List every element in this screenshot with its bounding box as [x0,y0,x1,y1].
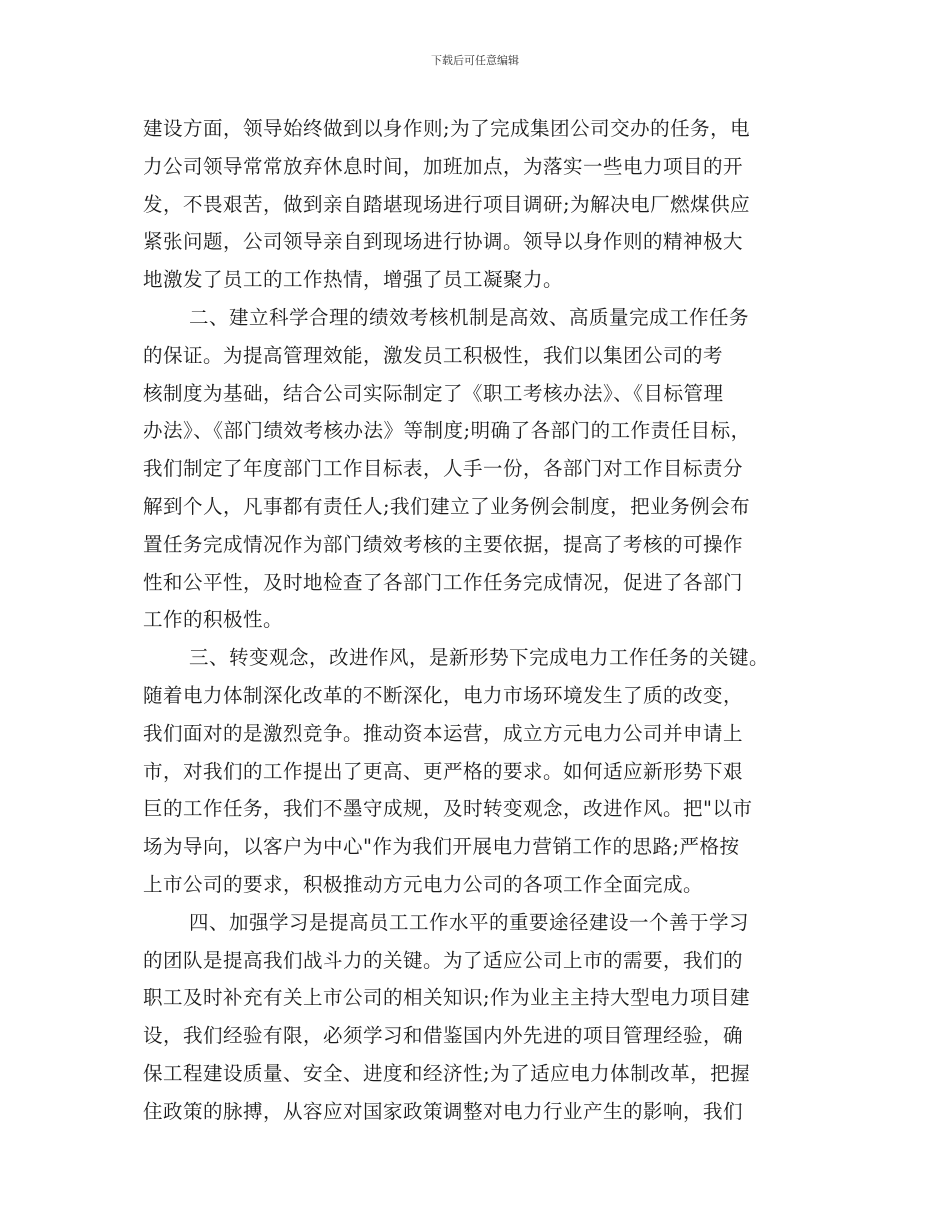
document-body [143,110,818,1131]
text-line: 保工程建设质量、安全、进度和经济性;为了适应电力体制改革，把握 [143,1061,751,1085]
paragraph-start-line: 四、加强学习是提高员工工作水平的重要途径建设一个善于学习 [189,910,750,934]
text-line: 的保证。为提高管理效能，激发员工积极性，我们以集团公司的考 [143,343,724,367]
text-line: 上市公司的要求，积极推动方元电力公司的各项工作全面完成。 [143,872,704,896]
text-line: 发，不畏艰苦，做到亲自踏堪现场进行项目调研;为解决电厂燃煤供应 [143,192,751,216]
text-line: 市，对我们的工作提出了更高、更严格的要求。如何适应新形势下艰 [143,759,744,783]
text-line: 我们面对的是激烈竞争。推动资本运营，成立方元电力公司并申请上 [143,721,744,745]
text-line: 巨的工作任务，我们不墨守成规，及时转变观念，改进作风。把"以市 [143,797,753,821]
text-line: 解到个人，凡事都有责任人;我们建立了业务例会制度，把业务例会布 [143,494,751,518]
text-line: 场为导向，以客户为中心"作为我们开展电力营销工作的思路;严格按 [143,835,740,859]
text-line: 核制度为基础，结合公司实际制定了《职工考核办法》、《目标管理 [143,381,724,405]
text-line: 职工及时补充有关上市公司的相关知识;作为业主主持大型电力项目建 [143,986,751,1010]
text-line: 地激发了员工的工作热情，增强了员工凝聚力。 [143,268,564,292]
text-line: 工作的积极性。 [143,608,284,632]
text-line: 我们制定了年度部门工作目标表，人手一份，各部门对工作目标责分 [143,457,744,481]
text-line: 建设方面，领导始终做到以身作则;为了完成集团公司交办的任务，电 [143,117,751,140]
paragraph-start-line: 二、建立科学合理的绩效考核机制是高效、高质量完成工作任务 [189,305,750,329]
text-line: 随着电力体制深化改革的不断深化，电力市场环境发生了质的改变， [143,683,744,707]
text-line: 置任务完成情况作为部门绩效考核的主要依据，提高了考核的可操作 [143,532,744,556]
paragraph-start-line: 三、转变观念，改进作风，是新形势下完成电力工作任务的关键。 [189,646,770,670]
text-line: 的团队是提高我们战斗力的关键。为了适应公司上市的需要，我们的 [143,948,744,972]
text-line: 设，我们经验有限，必须学习和借鉴国内外先进的项目管理经验，确 [143,1024,744,1048]
text-line: 办法》、《部门绩效考核办法》等制度;明确了各部门的工作责任目标， [143,419,751,443]
text-line: 性和公平性，及时地检查了各部门工作任务完成情况，促进了各部门 [143,570,744,594]
text-line: 力公司领导常常放弃休息时间，加班加点，为落实一些电力项目的开 [143,154,744,178]
text-line: 紧张问题，公司领导亲自到现场进行协调。领导以身作则的精神极大 [143,230,744,254]
page-header: 下载后可任意编辑 [431,54,519,67]
text-line: 住政策的脉搏，从容应对国家政策调整对电力行业产生的影响，我们 [143,1099,744,1123]
